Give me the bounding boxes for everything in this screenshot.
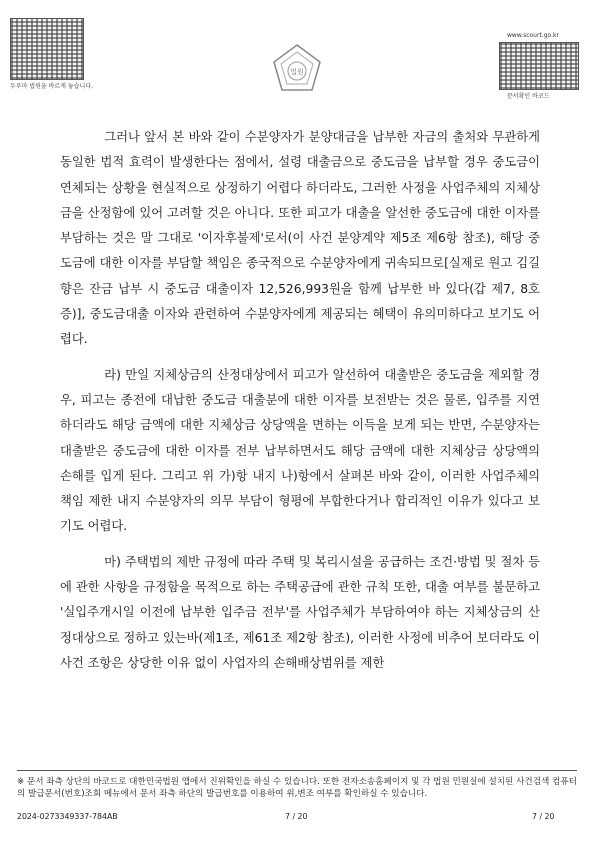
paragraph-1: 그러나 앞서 본 바와 같이 수분양자가 분양대금을 납부한 자금의 출처와 무관하게 동일한 법적 효력이 발생한다는 점에서, 설령 대출금으로 중도금을 납부할 경우 중도금이 연체되는 상황을 현실적으로 상정하기 어렵다 하더라도, 그러한 사정을 사업주체의 지체상금을 산정함에 있어 고려할 것은 아니다. 또한 피고가 대출을 알선한 중도금에 대한 이자를 부담하는 것은 말 그대로 '이자후불제'로서(이 사건 분양계약 제5조 제6항 참조), 해당 중도금에 대한 이자를 부담할 책임은 종국적으로 수분양자에게 귀속되므로[실제로 원고 김길향은 잔금 납부 시 중도금 대출이자 12,526,993원을 함께 납부한 바 있다(갑 제7, 8호증)], 중도금대출 이자와 관련하여 수분양자에게 제공되는 혜택이 유의미하다고 보기도 어렵다.: [60, 130, 540, 347]
right-qr-caption: 문서확인 바코드: [507, 93, 550, 100]
authenticity-notice: ※ 문서 좌측 상단의 바코드로 대한민국법원 앱에서 진위확인을 하실 수 있습니다. 또한 전자소송홈페이지 및 각 법원 민원실에 설치된 사건검색 컴퓨터의 발급문서(번호)조회 메뉴에서 문서 좌측 하단의 발급번호를 이용하여 위,변조 여부를 확인하실 수 있습니다.: [17, 770, 577, 800]
paragraph-3: 마) 주택법의 제반 규정에 따라 주택 및 복리시설을 공급하는 조건·방법 및 절차 등에 관한 사항을 규정함을 목적으로 하는 주택공급에 관한 규칙 또한, 대출 여부를 불문하고 '실입주개시일 이전에 납부한 입주금 전부'를 사업주체가 부담하여야 하는 지체상금의 산정대상으로 정하고 있는바(제1조, 제61조 제2항 참조), 이러한 사정에 비추어 보더라도 이 사건 조항은 상당한 이유 없이 사업자의 손해배상범위를 제한: [60, 554, 540, 670]
paragraph-2: 라) 만일 지체상금의 산정대상에서 피고가 알선하여 대출받은 중도금을 제외할 경우, 피고는 종전에 대납한 중도금 대출분에 대한 이자를 보전받는 것은 물론, 입주를 지연하더라도 해당 금액에 대한 지체상금 상당액을 면하는 이득을 보게 되는 반면, 수분양자는 대출받은 중도금에 대한 이자를 전부 납부하면서도 해당 금액에 대한 지체상금 상당액의 손해를 입게 된다. 그리고 위 가)항 내지 나)항에서 살펴본 바와 같이, 이러한 사업주체의 책임 제한 내지 수분양자의 의무 부담이 형평에 부합한다거나 합리적인 이유가 있다고 보기도 어렵다.: [60, 367, 540, 534]
left-qr-caption: 두루마 법원을 바르게 놓습니다.: [10, 83, 93, 90]
verification-qr-code-right: [499, 42, 579, 90]
court-seal-icon: [270, 42, 324, 94]
document-body: [60, 125, 540, 676]
page-number-center: 7 / 20: [285, 812, 308, 821]
seal-label: 법원: [290, 68, 304, 76]
page-number-right: 7 / 20: [532, 812, 555, 821]
issue-number: 2024-0273349337-784AB: [17, 812, 118, 821]
court-url: www.scourt.go.kr: [507, 32, 559, 39]
verification-qr-code-left: [10, 18, 84, 80]
